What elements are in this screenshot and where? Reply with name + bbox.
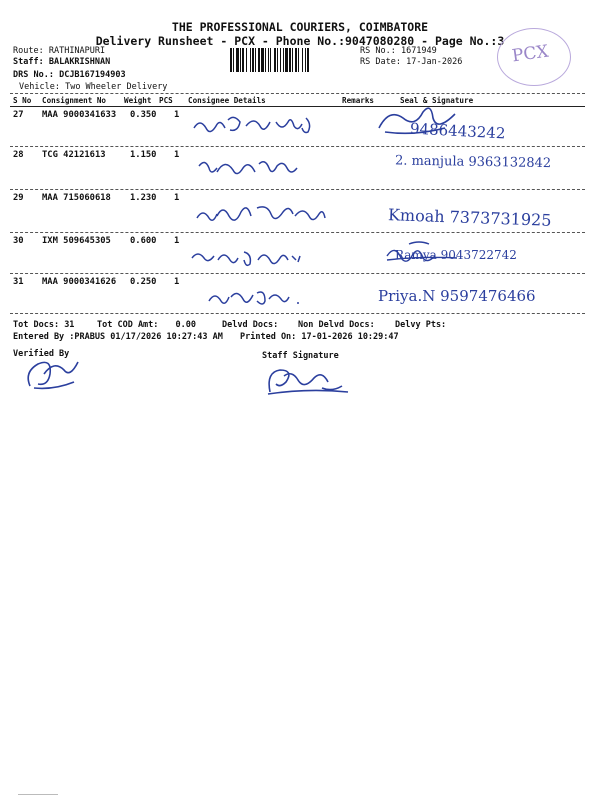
rs-no-label: RS No.:	[360, 46, 396, 56]
row-28-consignee-handwriting	[195, 154, 305, 182]
barcode-bar	[277, 48, 278, 72]
row-31-pcs: 1	[174, 277, 180, 287]
row-27-sno: 27	[13, 110, 24, 120]
barcode-bar	[305, 48, 306, 72]
drs-label: DRS No.:	[13, 70, 54, 80]
row-31-signature-text: Priya.N 9597476466	[378, 287, 536, 305]
barcode-bar	[270, 48, 271, 72]
row-29-consignee-handwriting	[193, 200, 333, 230]
barcode-bar	[285, 48, 288, 72]
barcode-bar	[250, 48, 251, 72]
row-28-weight: 1.150	[130, 150, 157, 160]
rs-date-label: RS Date:	[360, 57, 401, 67]
barcode-bar	[230, 48, 232, 72]
drs-line	[13, 70, 126, 80]
barcode-bar	[252, 48, 254, 72]
entered-by: Entered By :PRABUS 01/17/2026 10:27:43 AM	[13, 332, 223, 342]
row-28-signature-text: 2. manjula 9363132842	[394, 153, 552, 172]
route-label: Route:	[13, 46, 44, 56]
row-28-rule	[10, 189, 585, 190]
barcode-bar	[280, 48, 281, 72]
row-29-consignment: MAA 715060618	[42, 193, 111, 203]
row-29-weight: 1.230	[130, 193, 157, 203]
barcode-bar	[236, 48, 239, 72]
barcode-bar	[233, 48, 234, 72]
barcode-bar	[261, 48, 264, 72]
header-rule-bottom	[10, 106, 585, 107]
barcode-bar	[295, 48, 297, 72]
col-consignee: Consignee Details	[188, 96, 266, 105]
barcode-bar	[240, 48, 241, 72]
barcode-bar	[255, 48, 256, 72]
rs-no-value: 1671949	[400, 46, 437, 56]
row-30-consignee-handwriting	[188, 246, 303, 270]
row-29-signature-text: Kmoah 7373731925	[387, 205, 552, 230]
barcode-bar	[307, 48, 309, 72]
col-sno: S No	[13, 96, 32, 105]
scan-mark	[18, 794, 58, 795]
runsheet-subtitle: Delivery Runsheet - PCX - Phone No.:9047080280 - Page No.:3	[95, 34, 505, 48]
barcode-bar	[298, 48, 299, 72]
row-29-pcs: 1	[174, 193, 180, 203]
row-28-sno: 28	[13, 150, 24, 160]
vehicle-label: Vehicle:	[19, 82, 60, 92]
row-27-signature-text: 9486443242	[409, 119, 506, 143]
row-27-weight: 0.350	[130, 110, 157, 120]
row-27-rule	[10, 146, 585, 147]
non-delvd-docs-label: Non Delvd Docs:	[298, 320, 375, 330]
tot-docs	[13, 320, 74, 330]
tot-docs-value: 31	[64, 320, 75, 330]
stamp-label: PCX	[510, 41, 550, 67]
company-title: THE PROFESSIONAL COURIERS, COIMBATORE	[171, 20, 429, 34]
row-31-consignment: MAA 9000341626	[42, 277, 117, 287]
col-remarks: Remarks	[342, 96, 375, 105]
drs-value: DCJB167194903	[59, 70, 126, 80]
row-28-consignment: TCG 42121613	[42, 150, 106, 160]
staff-signature-scribble	[262, 362, 357, 398]
delvd-docs-label: Delvd Docs:	[222, 320, 279, 330]
row-27-consignee-handwriting	[190, 112, 330, 140]
row-30-signature-text: Ramya 9043722742	[395, 248, 517, 262]
rs-date-value: 17-Jan-2026	[406, 57, 463, 67]
barcode-bar	[283, 48, 284, 72]
vehicle-line	[19, 82, 167, 92]
tot-docs-label: Tot Docs:	[13, 320, 60, 330]
row-31-sno: 31	[13, 277, 24, 287]
barcode-bar	[246, 48, 247, 72]
staff-value: BALAKRISHNAN	[48, 57, 111, 67]
rs-date-line	[360, 57, 462, 67]
tot-cod-value: 0.00	[175, 320, 197, 330]
route-line	[13, 46, 105, 56]
barcode-bar	[258, 48, 260, 72]
verified-by-label: Verified By	[13, 349, 70, 359]
row-27-pcs: 1	[174, 110, 180, 120]
row-30-consignment: IXM 509645305	[42, 236, 111, 246]
barcode-bar	[292, 48, 293, 72]
row-31-rule	[10, 313, 585, 314]
staff-signature-label: Staff Signature	[262, 351, 339, 361]
pcx-stamp	[497, 28, 571, 86]
row-30-pcs: 1	[174, 236, 180, 246]
row-30-rule	[10, 273, 585, 274]
row-29-rule	[10, 232, 585, 233]
row-31-weight: 0.250	[130, 277, 157, 287]
delvy-pts-label: Delvy Pts:	[395, 320, 447, 330]
verified-by-signature	[24, 350, 84, 392]
row-30-sno: 30	[13, 236, 24, 246]
row-29-sno: 29	[13, 193, 24, 203]
tot-cod	[97, 320, 196, 330]
barcode	[230, 48, 355, 72]
route-value: RATHINAPURI	[48, 46, 106, 56]
col-seal-signature: Seal & Signature	[400, 96, 474, 105]
barcode-bar	[274, 48, 276, 72]
row-27-consignment: MAA 9000341633	[42, 110, 117, 120]
staff-label: Staff:	[13, 57, 44, 67]
row-31-consignee-handwriting	[205, 285, 310, 309]
row-30-weight: 0.600	[130, 236, 157, 246]
col-consignment: Consignment No	[42, 96, 107, 105]
barcode-bar	[265, 48, 266, 72]
header-rule-top	[10, 93, 585, 94]
staff-line	[13, 57, 110, 67]
rs-no-line	[360, 46, 437, 56]
barcode-bar	[289, 48, 291, 72]
col-pcs: PCS	[159, 96, 173, 105]
col-weight: Weight	[124, 96, 152, 105]
tot-cod-label: Tot COD Amt:	[97, 320, 159, 330]
vehicle-value: Two Wheeler Delivery	[65, 82, 168, 92]
barcode-bar	[268, 48, 269, 72]
printed-on: Printed On: 17-01-2026 10:29:47	[240, 332, 399, 342]
barcode-bar	[302, 48, 303, 72]
barcode-bar	[242, 48, 244, 72]
row-28-pcs: 1	[174, 150, 180, 160]
